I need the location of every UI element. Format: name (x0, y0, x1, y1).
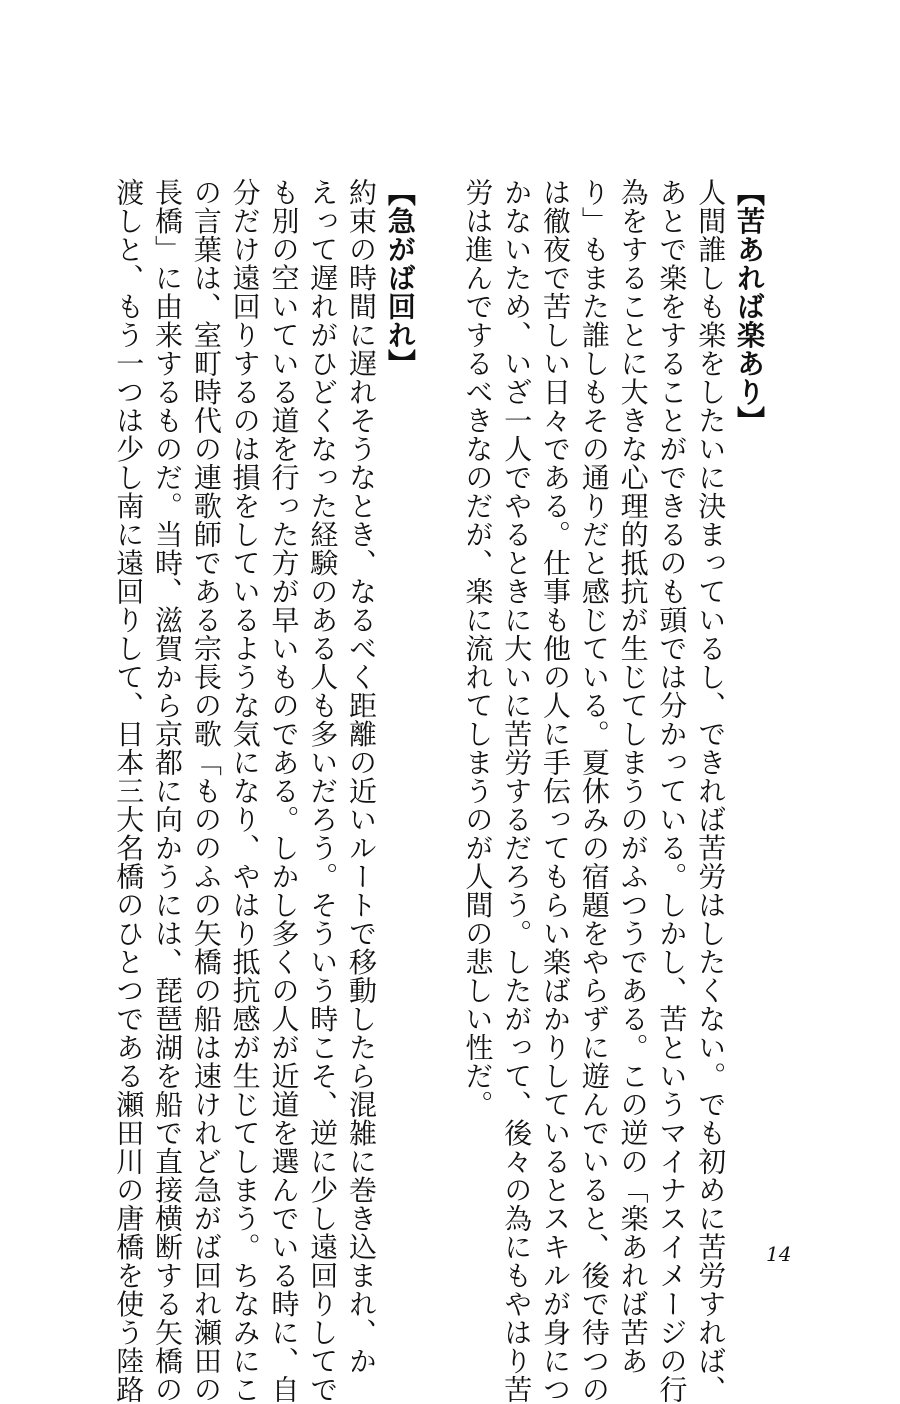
text-line: も別の空いている道を行った方が早いものである。しかし多くの人が近道を選んでいる時に、自 (267, 178, 301, 1404)
text-line: は徹夜で苦しい日々である。仕事も他の人に手伝ってもらい楽ばかりしているとスキルが身につ (539, 178, 573, 1404)
text-line: 労は進んでするべきなのだが、楽に流れてしまうのが人間の悲しい性だ。 (461, 178, 495, 1119)
text-line: あとで楽をすることができるのも頭では分かっている。しかし、苦というマイナスイメージの行 (655, 178, 689, 1404)
text-line: 為をすることに大きな心理的抵抗が生じてしまうのがふつうである。この逆の「楽あれば苦あ (616, 178, 650, 1375)
text-line: 長橋」に由来するものだ。当時、滋賀から京都に向かうには、琵琶湖を船で直接横断する矢橋の (151, 178, 185, 1404)
section-gap (419, 178, 458, 1208)
text-line: り」もまた誰しもその通りだと感じている。夏休みの宿題をやらずに遊んでいると、後で待つの (577, 178, 611, 1404)
text-line: の言葉は、室町時代の連歌師である宗長の歌「もののふの矢橋の船は速けれど急がば回れ瀬田の (189, 178, 223, 1404)
text-line: 人間誰しも楽をしたいに決まっているし、できれば苦労はしたくない。でも初めに苦労すれば、 (694, 178, 728, 1404)
text-line: 渡しと、もう一つは少し南に遠回りして、日本三大名橋のひとつである瀬田川の唐橋を使う陸路 (112, 178, 146, 1404)
text-line: 約束の時間に遅れそうなとき、なるべく距離の近いルートで移動したら混雑に巻き込まれ、か (345, 178, 379, 1375)
section-heading: 【急がば回れ】 (383, 178, 417, 378)
text-line: えって遅れがひどくなった経験のある人も多いだろう。そういう時こそ、逆に少し遠回りしてで (306, 178, 340, 1404)
text-line: かないため、いざ一人でやるときに大いに苦労するだろう。したがって、後々の為にもやはり苦 (500, 178, 534, 1404)
text-line: 分だけ遠回りするのは損をしているような気になり、やはり抵抗感が生じてしまう。ちなみにこ (228, 178, 262, 1404)
page-number: 14 (766, 1242, 792, 1266)
vertical-text-block (108, 178, 768, 1404)
section-heading: 【苦あれば楽あり】 (733, 178, 766, 435)
